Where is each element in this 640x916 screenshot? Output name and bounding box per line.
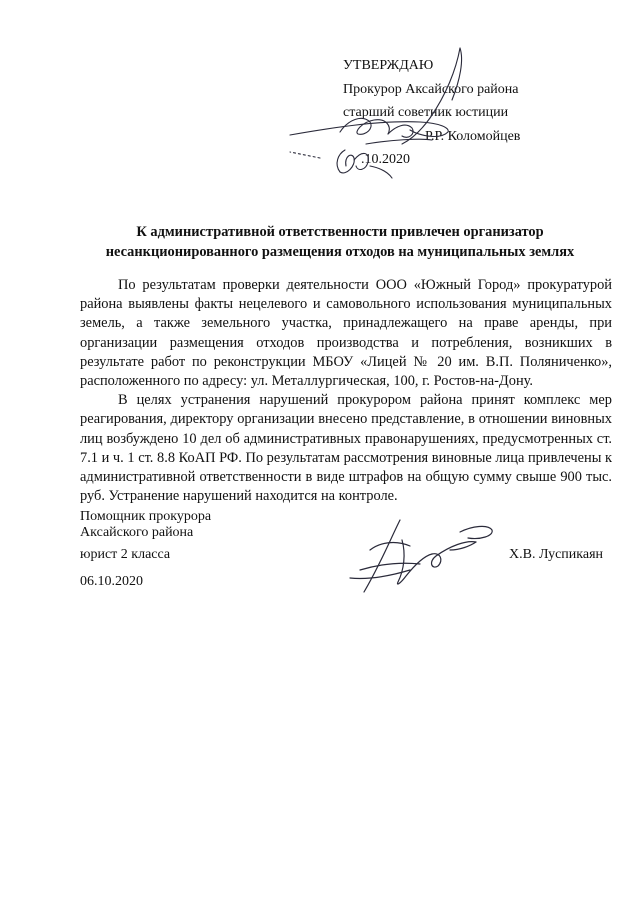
approval-name: Р.Р. Коломойцев: [425, 128, 521, 144]
signatory-position-line2: Аксайского района: [80, 525, 194, 540]
assistant-signature: [340, 510, 500, 605]
signatory-date: 06.10.2020: [80, 574, 143, 589]
signatory-name: Х.В. Луспикаян: [509, 547, 604, 562]
body-paragraph: В целях устранения нарушений прокурором района принят комплекс мер реагирования, директору организации внесено представление, в отношении виновных лиц возбуждено 10 дел об административных правонарушениях, предусмотренных ст. 7.1 и ч. 1 ст. 8.8 КоАП РФ. По результатам рассмотрения виновные лица привлечены к административной ответственности в виде штрафов на общую сумму свыше 900 тыс. руб. Устранение нарушений находится на контроле.: [80, 392, 612, 505]
body-paragraph: По результатам проверки деятельности ООО «Южный Город» прокуратурой района выявлены факты нецелевого и самовольного использования муниципальных земель, а также земельного участка, принадлежащего на праве аренды, при организации размещения отходов производства и потребления, возникших в результате работ по реконструкции МБОУ «Лицей № 20 им. В.П. Поляниченко», расположенного по адресу: ул. Металлургическая, 100, г. Ростов-на-Дону.: [80, 277, 612, 390]
approval-heading: УТВЕРЖДАЮ: [343, 58, 434, 73]
signatory-position: [80, 509, 211, 541]
document-title: К административной ответственности привлечен организатор несанкционированного размещения отходов на муниципальных землях: [105, 224, 575, 260]
approval-block: [343, 54, 520, 172]
approval-rank: старший советник юстиции: [343, 105, 509, 121]
signatory-rank: юрист 2 класса: [80, 547, 171, 562]
signatory-position-line1: Помощник прокурора: [80, 509, 212, 524]
document-body: [80, 276, 612, 506]
approval-date: .10.2020: [361, 152, 410, 168]
approval-position: Прокурор Аксайского района: [343, 81, 519, 97]
